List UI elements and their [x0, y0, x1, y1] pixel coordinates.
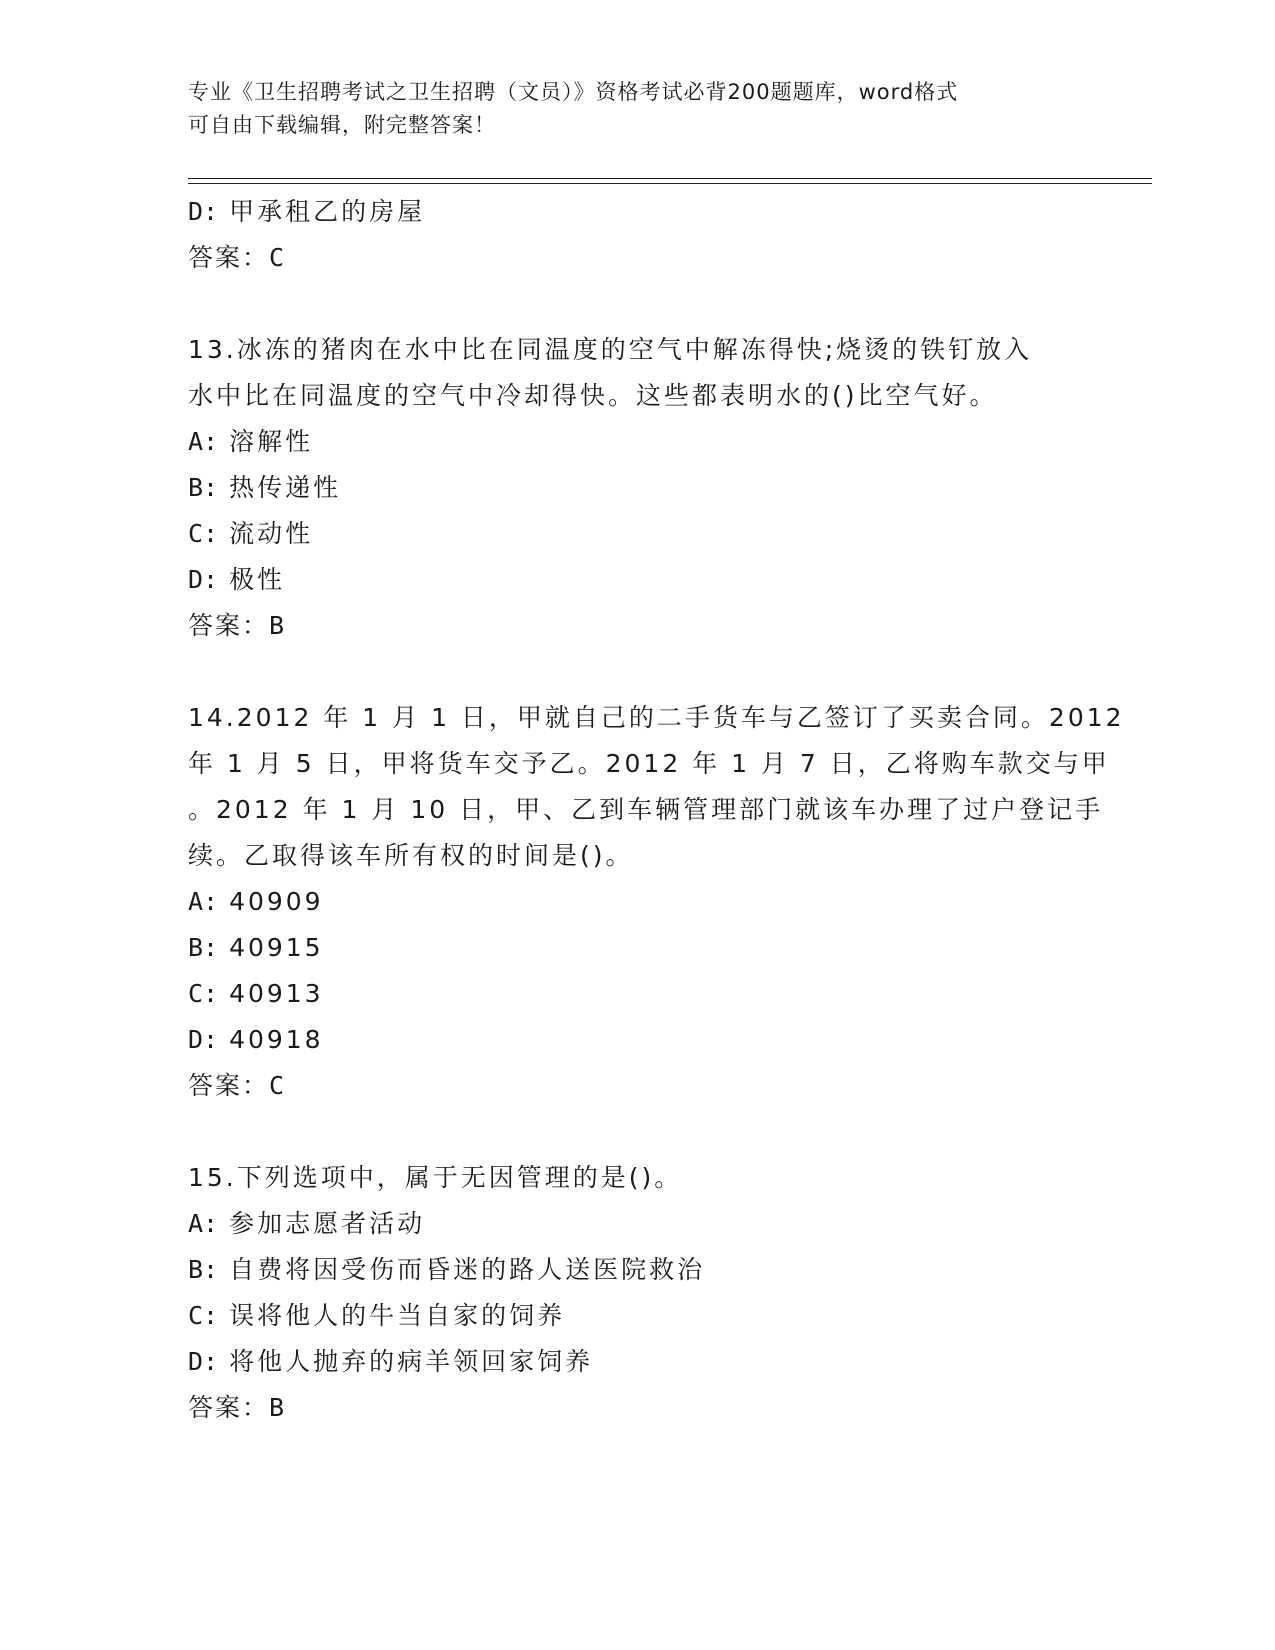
option-d — [188, 557, 1088, 603]
question-line: 13.冰冻的猪肉在水中比在同温度的空气中解冻得快;烧烫的铁钉放入 — [188, 335, 1033, 364]
header-divider-bottom — [188, 183, 1152, 184]
option-text: 甲承租乙的房屋 — [229, 197, 426, 226]
option-key: B: — [188, 473, 219, 502]
option-key: B: — [188, 933, 219, 962]
option-a — [188, 419, 1088, 465]
question-15 — [188, 1155, 1088, 1431]
answer-label: 答案： — [188, 1393, 270, 1422]
option-text: 参加志愿者活动 — [229, 1209, 426, 1238]
question-line: 水中比在同温度的空气中冷却得快。这些都表明水的()比空气好。 — [188, 381, 998, 410]
answer-value: C — [269, 1071, 287, 1100]
answer-label: 答案： — [188, 1071, 270, 1100]
option-text: 40918 — [229, 1025, 324, 1054]
option-text: 40915 — [229, 933, 324, 962]
option-key: A: — [188, 1209, 219, 1238]
answer-value: B — [269, 611, 287, 640]
spacer — [188, 281, 1088, 327]
option-key: C: — [188, 519, 219, 548]
answer-line — [188, 235, 1088, 281]
option-b — [188, 925, 1088, 971]
answer-line — [188, 1063, 1088, 1109]
question-14 — [188, 695, 1125, 1109]
option-b — [188, 1247, 1088, 1293]
header-divider-top — [188, 178, 1152, 179]
option-key: D: — [188, 197, 219, 226]
option-key: A: — [188, 887, 219, 916]
answer-line — [188, 1385, 1088, 1431]
answer-line — [188, 603, 1088, 649]
option-key: D: — [188, 565, 219, 594]
question-13 — [188, 327, 1088, 649]
option-key: D: — [188, 1347, 219, 1376]
option-text: 误将他人的牛当自家的饲养 — [229, 1301, 566, 1330]
option-text: 溶解性 — [229, 427, 314, 456]
option-text: 热传递性 — [229, 473, 342, 502]
question-line: 14.2012 年 1 月 1 日，甲就自己的二手货车与乙签订了买卖合同。2012 — [188, 703, 1125, 732]
option-text: 40909 — [229, 887, 324, 916]
option-key: A: — [188, 427, 219, 456]
option-d — [188, 1339, 1088, 1385]
question-text — [188, 1155, 1088, 1201]
option-key: B: — [188, 1255, 219, 1284]
answer-value: B — [269, 1393, 287, 1422]
option-a — [188, 1201, 1088, 1247]
option-c — [188, 971, 1088, 1017]
document-header — [188, 76, 1068, 142]
option-a — [188, 879, 1088, 925]
option-b — [188, 465, 1088, 511]
question-line: 。2012 年 1 月 10 日，甲、乙到车辆管理部门就该车办理了过户登记手 — [188, 795, 1104, 824]
document-body — [188, 189, 1125, 1431]
answer-value: C — [269, 243, 287, 272]
option-text: 自费将因受伤而昏迷的路人送医院救治 — [229, 1255, 706, 1284]
spacer — [188, 1109, 1088, 1155]
question-line: 15.下列选项中，属于无因管理的是()。 — [188, 1163, 683, 1192]
option-d — [188, 1017, 1088, 1063]
option-text: 将他人抛弃的病羊领回家饲养 — [229, 1347, 594, 1376]
option-text: 极性 — [229, 565, 286, 594]
question-text — [188, 695, 1125, 879]
option-text: 流动性 — [229, 519, 314, 548]
spacer — [188, 649, 1088, 695]
header-line-2: 可自由下载编辑，附完整答案！ — [188, 113, 496, 137]
answer-label: 答案： — [188, 611, 270, 640]
option-c — [188, 511, 1088, 557]
option-c — [188, 1293, 1088, 1339]
option-d — [188, 189, 1088, 235]
option-key: D: — [188, 1025, 219, 1054]
answer-label: 答案： — [188, 243, 270, 272]
question-line: 年 1 月 5 日，甲将货车交予乙。2012 年 1 月 7 日，乙将购车款交与甲 — [188, 749, 1110, 778]
header-line-1: 专业《卫生招聘考试之卫生招聘（文员）》资格考试必背200题题库，word格式 — [188, 80, 959, 104]
question-text — [188, 327, 1088, 419]
option-key: C: — [188, 1301, 219, 1330]
question-line: 续。乙取得该车所有权的时间是()。 — [188, 841, 634, 870]
option-text: 40913 — [229, 979, 324, 1008]
option-key: C: — [188, 979, 219, 1008]
